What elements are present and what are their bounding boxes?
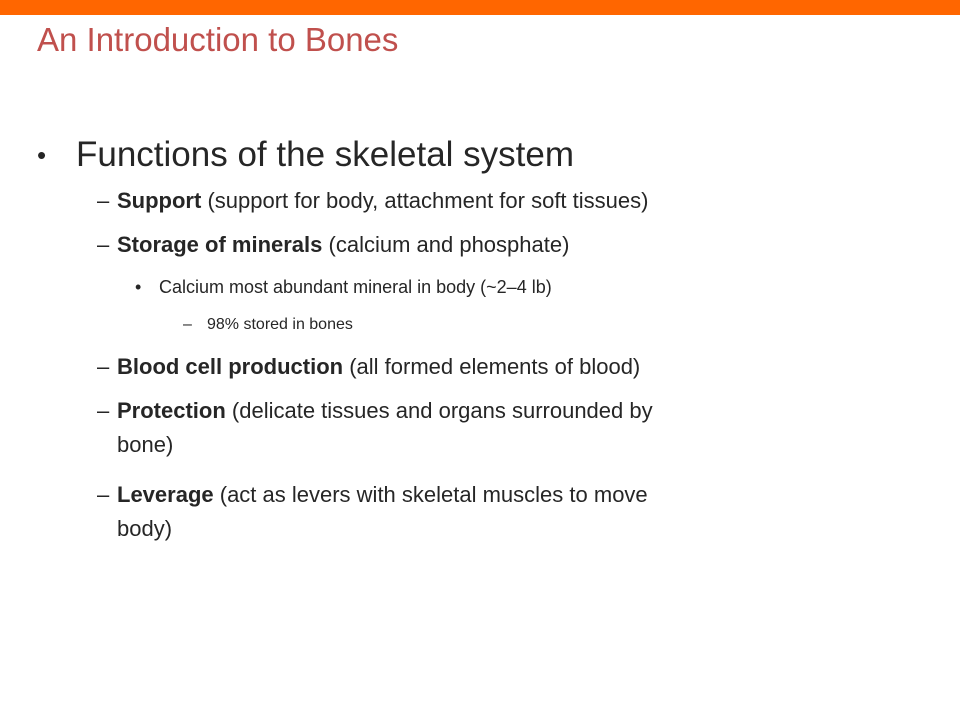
- protection-label: Protection: [117, 398, 226, 423]
- dash-marker: –: [97, 482, 110, 507]
- dash-marker: –: [97, 232, 110, 257]
- support-label: Support: [117, 188, 202, 213]
- blood-description: (all formed elements of blood): [343, 354, 641, 379]
- dash-marker: –: [183, 316, 192, 333]
- bullet-marker: •: [135, 277, 142, 297]
- dash-marker: –: [97, 188, 110, 213]
- calcium-text: Calcium most abundant mineral in body (~2–4 lb): [159, 277, 552, 297]
- protection-continuation: bone): [117, 432, 174, 457]
- bullet-marker: •: [37, 140, 47, 170]
- dash-marker: –: [97, 354, 110, 379]
- leverage-continuation: body): [117, 516, 173, 541]
- main-bullet-text: Functions of the skeletal system: [76, 135, 574, 174]
- stored-text: 98% stored in bones: [207, 316, 353, 333]
- leverage-description: (act as levers with skeletal muscles to move: [213, 482, 648, 507]
- storage-description: (calcium and phosphate): [322, 232, 570, 257]
- protection-description: (delicate tissues and organs surrounded by: [225, 398, 653, 423]
- slide-title: An Introduction to Bones: [37, 21, 399, 58]
- support-description: (support for body, attachment for soft tissues): [201, 188, 649, 213]
- leverage-label: Leverage: [117, 482, 214, 507]
- blood-label: Blood cell production: [117, 354, 344, 379]
- storage-label: Storage of minerals: [117, 232, 323, 257]
- dash-marker: –: [97, 398, 110, 423]
